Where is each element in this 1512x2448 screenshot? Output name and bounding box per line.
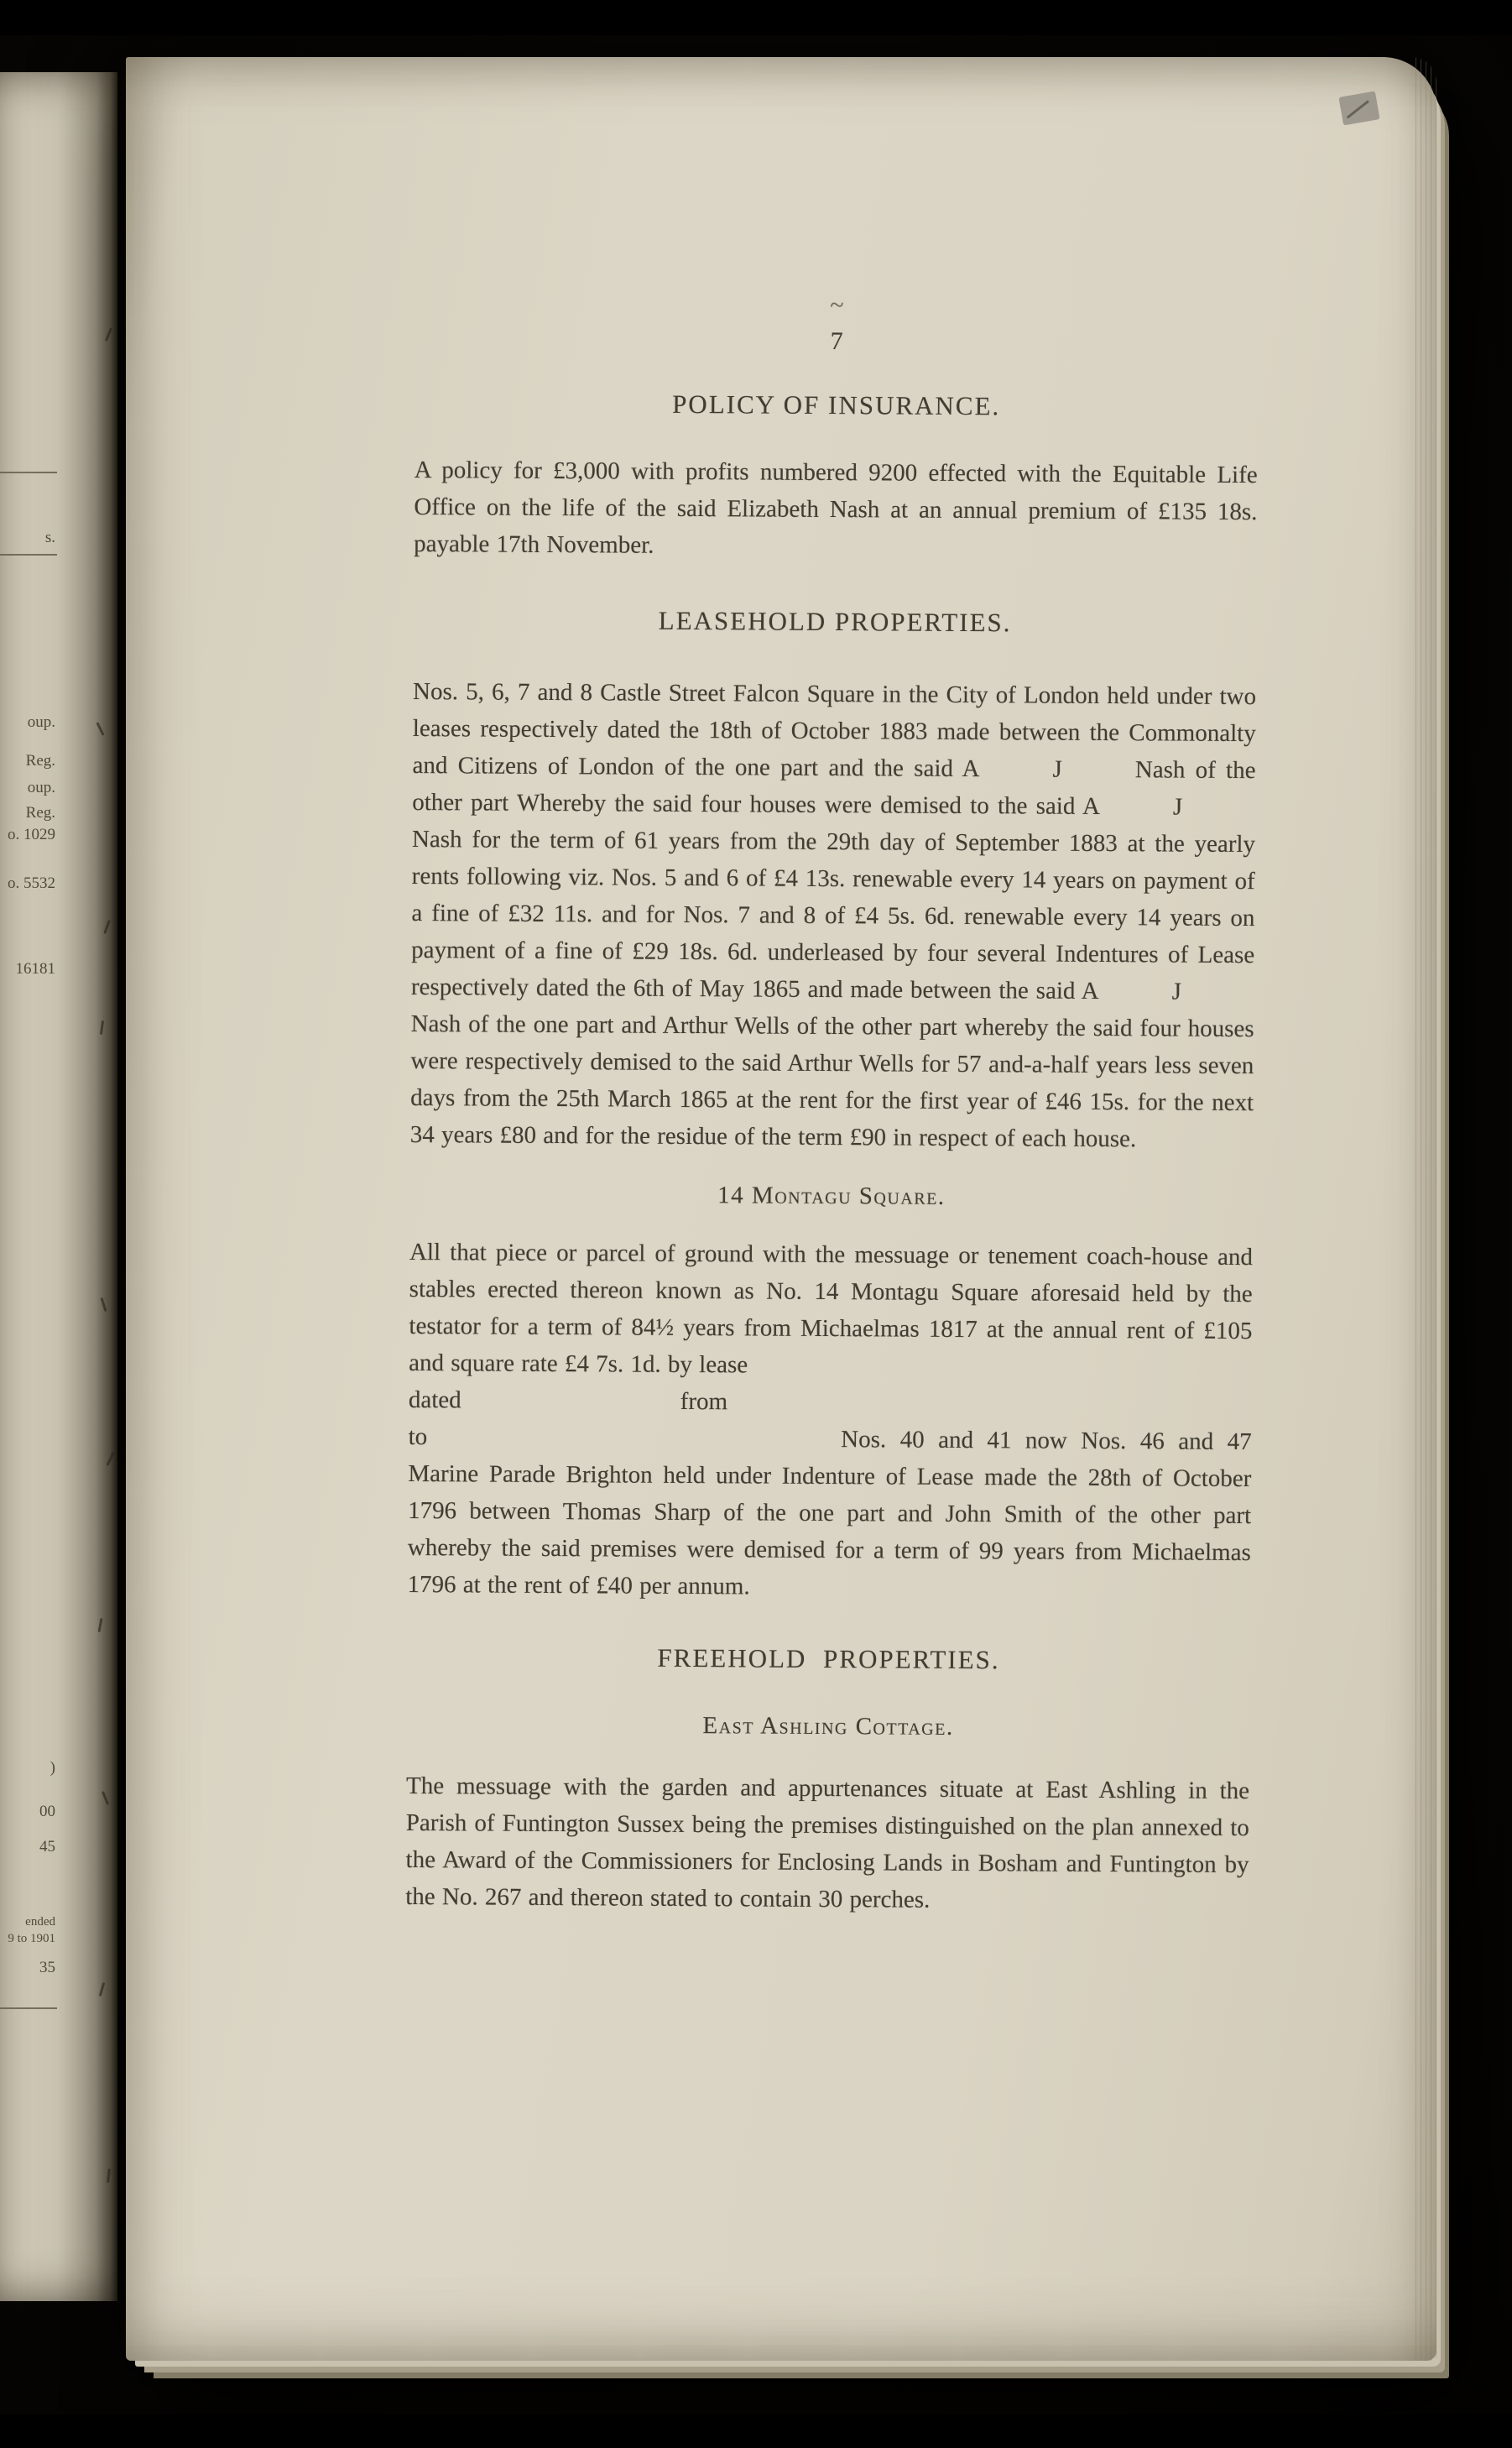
policy-of-insurance-heading: POLICY OF INSURANCE. <box>672 389 1001 421</box>
facing-page-text-fragment: ended <box>25 1915 55 1929</box>
leasehold-paragraph: Nos. 5, 6, 7 and 8 Castle Street Falcon Square in the City of London held under two leases respectively dated the 18th of October 1883 made between the Commonalty and Citizens of London of the one part and the said A J Nash of the other part Whereby the said four houses were demised to the said A J Nash for the term of 61 years from the 29th day of September 1883 at the yearly rents following viz. Nos. 5 and 6 of £4 13s. renewable every 14 years on payment of a fine of £32 11s. and for Nos. 7 and 8 of £4 5s. 6d. renewable every 14 years on payment of a fine of £29 18s. 6d. underleased by four several Indentures of Lease respectively dated the 6th of May 1865 and made between the said A J Nash of the one part and Arthur Wells of the other part whereby the said four houses were respectively demised to the said Arthur Wells for 57 and-a-half years less seven days from the 25th March 1865 at the rent for the first year of £46 15s. for the next 34 years £80 and for the residue of the term £90 in respect of each house. <box>409 677 1257 1153</box>
facing-page-edge <box>0 72 117 2301</box>
freehold-properties-heading: FREEHOLD PROPERTIES. <box>657 1642 1000 1675</box>
montagu-paragraph-part2: to Nos. 40 and 41 now Nos. 46 and 47 Marine Parade Brighton held under Indenture of Lease made the 28th of October 1796 between Thomas Sharp of the one part and John Smith of the other part whereby the said premises were demised for a term of 99 years from Michaelmas 1796 at the rent of £40 per annum. <box>407 1422 1252 1600</box>
facing-page-text-fragment: ) <box>50 1759 55 1777</box>
facing-page-text-fragment: 16181 <box>15 960 55 978</box>
facing-page-text-fragment: 35 <box>39 1959 55 1976</box>
leasehold-properties-heading: LEASEHOLD PROPERTIES. <box>658 605 1012 638</box>
facing-page-text-fragment: Reg. <box>25 752 55 770</box>
facing-page-text-fragment: o. 5532 <box>8 874 55 892</box>
montagu-dated-blank-line: dated from <box>408 1386 728 1416</box>
east-ashling-cottage-subheading: East Ashling Cottage. <box>702 1712 954 1741</box>
document-page <box>126 57 1436 2361</box>
facing-page-text-fragment: oup. <box>27 713 55 731</box>
facing-page-rule <box>0 472 57 473</box>
corner-pencil-mark <box>1338 91 1379 125</box>
page-text-block <box>405 290 1259 1920</box>
ashling-paragraph: The messuage with the garden and appurtenances situate at East Ashling in the Parish of Funtington Sussex being the premises distinguished on the plan annexed to the Award of the Commissioners for Enclosing Lands in Bosham and Funtington by the No. 267 and thereon stated to contain 30 perches. <box>405 1772 1250 1913</box>
facing-page-text-fragment: oup. <box>27 779 55 796</box>
policy-paragraph: A policy for £3,000 with profits numbered 9200 effected with the Equitable Life Office on the life of the said Elizabeth Nash at an annual premium of £135 18s. payable 17th November. <box>414 456 1258 559</box>
montagu-paragraph-part1: All that piece or parcel of ground with the messuage or tenement coach-house and stables erected thereon known as No. 14 Montagu Square aforesaid held by the testator for a term of 84½ years from Michaelmas 1817 at the annual rent of £105 and square rate £4 7s. 1d. by lease <box>409 1238 1254 1379</box>
facing-page-text-fragment: Reg. <box>25 804 55 822</box>
printers-mark: ~ <box>830 291 844 320</box>
montagu-square-subheading: 14 Montagu Square. <box>717 1182 946 1210</box>
page-number: 7 <box>830 327 843 356</box>
facing-page-text-fragment: 00 <box>39 1803 55 1820</box>
facing-page-text-fragment: s. <box>44 529 55 546</box>
facing-page-text-fragment: o. 1029 <box>8 826 55 843</box>
facing-page-rule <box>0 554 57 556</box>
montagu-paragraph <box>407 1234 1253 1608</box>
photo-bottom-black-band <box>0 2414 1512 2448</box>
facing-page-text-fragment: 9 to 1901 <box>8 1932 55 1945</box>
photo-top-black-band <box>0 0 1512 35</box>
facing-page-rule <box>0 2007 57 2009</box>
facing-page-text-fragment: 45 <box>39 1838 55 1856</box>
page-stack-edges <box>1411 57 1436 2361</box>
